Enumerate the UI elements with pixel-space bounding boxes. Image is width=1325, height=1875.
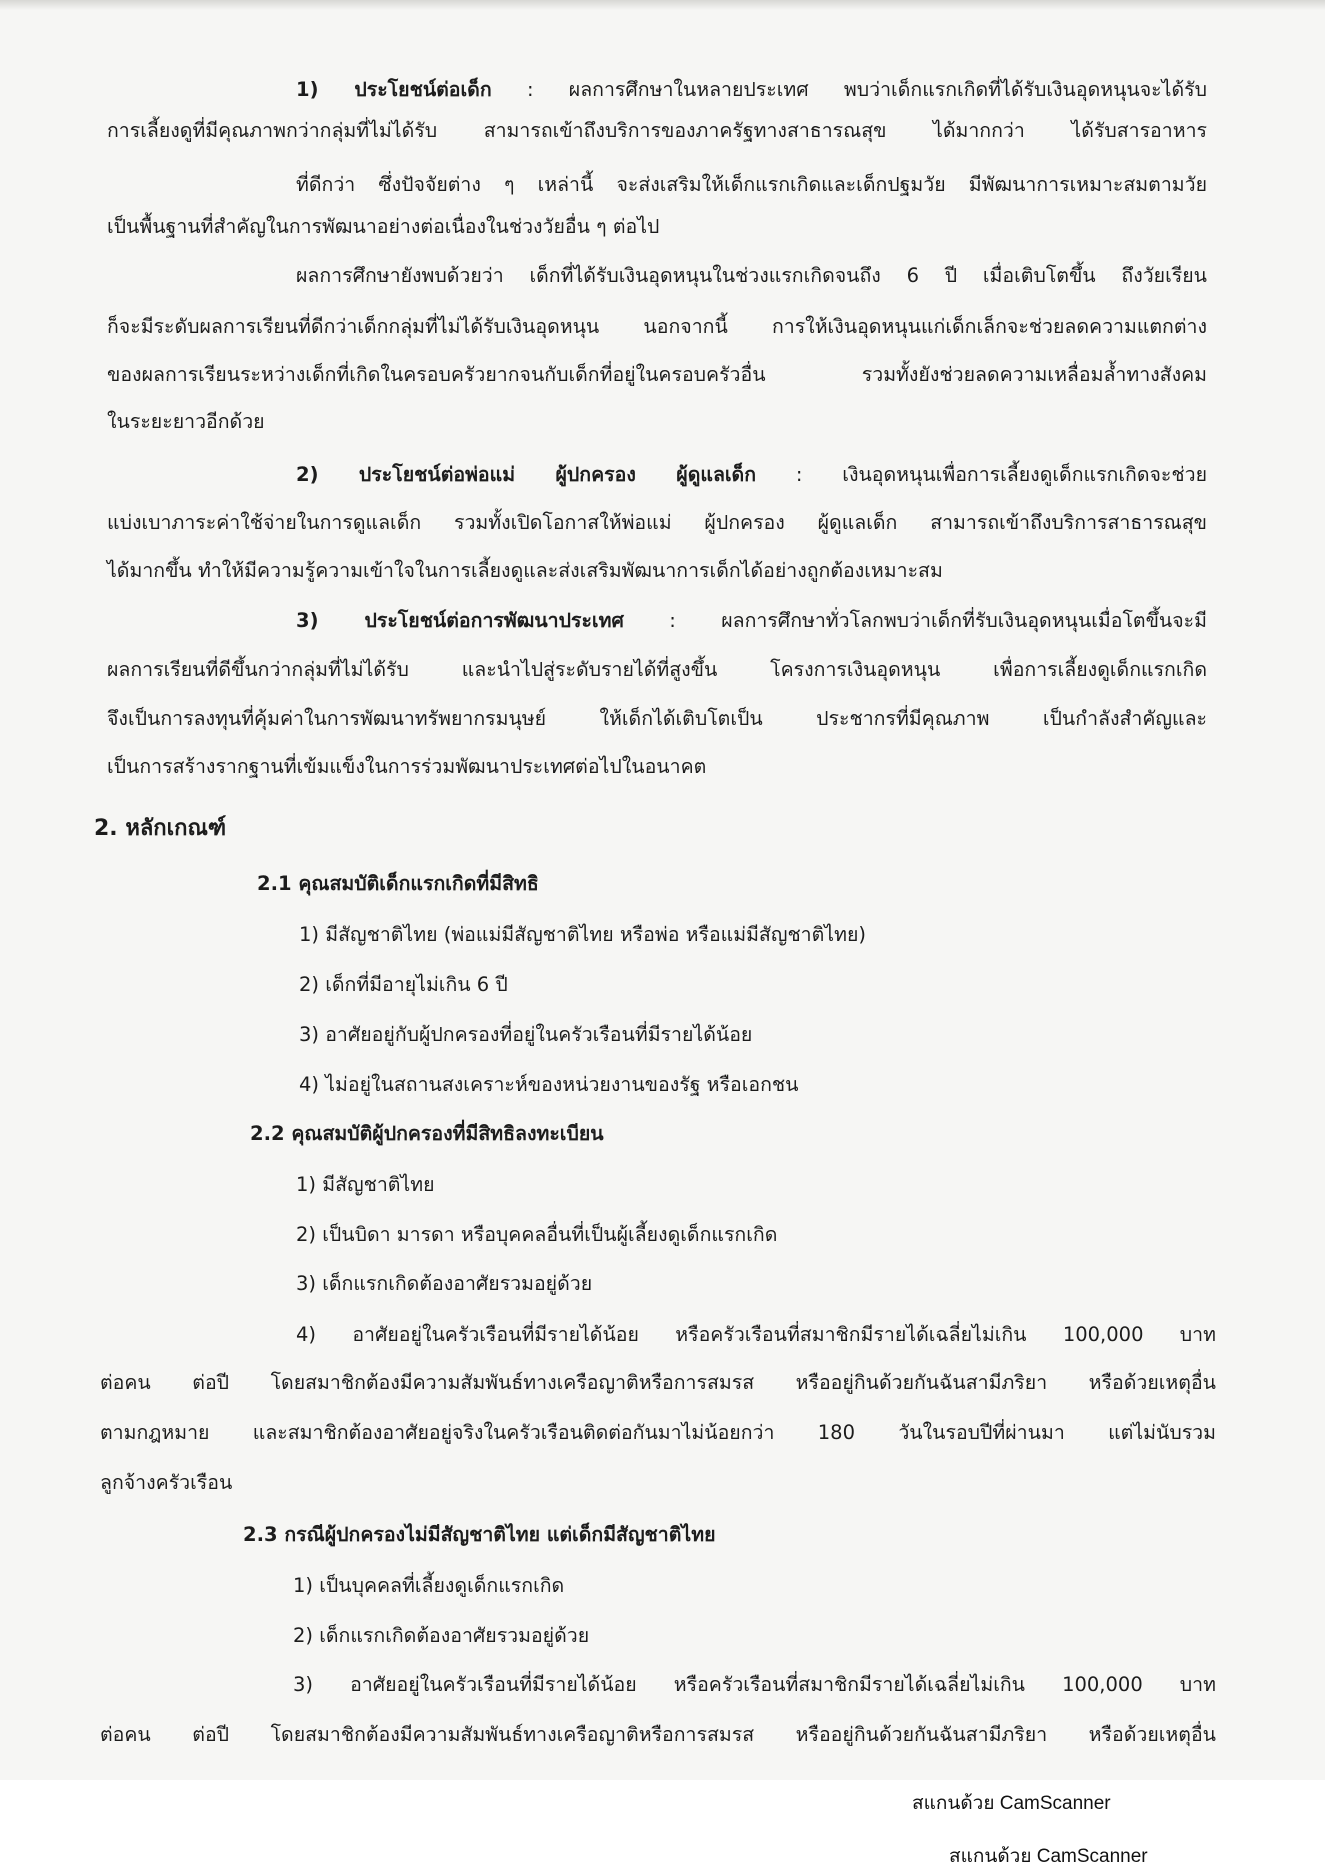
benefit-country-line-4: เป็นการสร้างรากฐานที่เข้มแข็งในการร่วมพัฒนาประเทศต่อไปในอนาคต	[107, 755, 707, 778]
benefit-parents-line-3: ได้มากขึ้น ทำให้มีความรู้ความเข้าใจในการเลี้ยงดูและส่งเสริมพัฒนาการเด็กได้อย่างถูกต้องเหมาะสม	[107, 559, 943, 582]
benefit-child-line-4: เป็นพื้นฐานที่สำคัญในการพัฒนาอย่างต่อเนื่องในช่วงวัยอื่น ๆ ต่อไป	[107, 215, 660, 238]
benefit-country-line-1: 3) ประโยชน์ต่อการพัฒนาประเทศ : ผลการศึกษาทั่วโลกพบว่าเด็กที่รับเงินอุดหนุนเมื่อโตขึ้นจะมี	[296, 609, 1207, 632]
section-2-2-item-4-line-2: ต่อคน ต่อปี โดยสมาชิกต้องมีความสัมพันธ์ทางเครือญาติหรือการสมรส หรืออยู่กินด้วยกันฉันสามีภริยา หรือด้วยเหตุอื่น	[100, 1371, 1216, 1394]
section-2-1-item: 1) มีสัญชาติไทย (พ่อแม่มีสัญชาติไทย หรือพ่อ หรือแม่มีสัญชาติไทย)	[299, 923, 866, 946]
section-2-1-title: 2.1 คุณสมบัติเด็กแรกเกิดที่มีสิทธิ	[257, 872, 539, 895]
section-2-3-item-3-line-2: ต่อคน ต่อปี โดยสมาชิกต้องมีความสัมพันธ์ทางเครือญาติหรือการสมรส หรืออยู่กินด้วยกันฉันสามีภริยา หรือด้วยเหตุอื่น	[100, 1723, 1216, 1746]
section-2-3-item: 2) เด็กแรกเกิดต้องอาศัยรวมอยู่ด้วย	[293, 1624, 590, 1647]
section-2-3-item: 1) เป็นบุคคลที่เลี้ยงดูเด็กแรกเกิด	[293, 1574, 565, 1597]
benefit-child-p2-line-1: ผลการศึกษายังพบด้วยว่า เด็กที่ได้รับเงินอุดหนุนในช่วงแรกเกิดจนถึง 6 ปี เมื่อเติบโตขึ้น ถึงวัยเรียน	[296, 264, 1207, 287]
section-2-2-item: 3) เด็กแรกเกิดต้องอาศัยรวมอยู่ด้วย	[296, 1272, 593, 1295]
camscanner-watermark-inner: สแกนด้วย CamScanner	[912, 1793, 1111, 1814]
section-2-2-item-4-line-1: 4) อาศัยอยู่ในครัวเรือนที่มีรายได้น้อย หรือครัวเรือนที่สมาชิกมีรายได้เฉลี่ยไม่เกิน 100,000 บาท	[296, 1323, 1216, 1346]
section-2-1-item: 2) เด็กที่มีอายุไม่เกิน 6 ปี	[299, 973, 508, 996]
benefit-child-line-2: การเลี้ยงดูที่มีคุณภาพกว่ากลุ่มที่ไม่ได้รับ สามารถเข้าถึงบริการของภาครัฐทางสาธารณสุข ได้มากกว่า ได้รับสารอาหาร	[107, 119, 1207, 142]
benefit-parents-title: 2) ประโยชน์ต่อพ่อแม่ ผู้ปกครอง ผู้ดูแลเด็ก	[296, 463, 757, 486]
section-2-2-item-4-line-3: ตามกฎหมาย และสมาชิกต้องอาศัยอยู่จริงในครัวเรือนติดต่อกันมาไม่น้อยกว่า 180 วันในรอบปีที่ผ่านมา แต่ไม่นับรวม	[100, 1421, 1216, 1444]
benefit-country-line-3: จึงเป็นการลงทุนที่คุ้มค่าในการพัฒนาทรัพยากรมนุษย์ ให้เด็กได้เติบโตเป็น ประชากรที่มีคุณภาพ เป็นกำลังสำคัญและ	[107, 707, 1207, 730]
benefit-child-line-3: ที่ดีกว่า ซึ่งปัจจัยต่าง ๆ เหล่านี้ จะส่งเสริมให้เด็กแรกเกิดและเด็กปฐมวัย มีพัฒนาการเหมาะสมตามวัย	[296, 173, 1207, 196]
benefit-country-title: 3) ประโยชน์ต่อการพัฒนาประเทศ	[296, 609, 624, 632]
section-2-3-title: 2.3 กรณีผู้ปกครองไม่มีสัญชาติไทย แต่เด็กมีสัญชาติไทย	[243, 1523, 716, 1546]
section-2-2-item: 2) เป็นบิดา มารดา หรือบุคคลอื่นที่เป็นผู้เลี้ยงดูเด็กแรกเกิด	[296, 1223, 778, 1246]
section-2-3-item-3-line-1: 3) อาศัยอยู่ในครัวเรือนที่มีรายได้น้อย หรือครัวเรือนที่สมาชิกมีรายได้เฉลี่ยไม่เกิน 100,000 บาท	[293, 1673, 1216, 1696]
camscanner-watermark-outer: สแกนด้วย CamScanner	[949, 1846, 1148, 1867]
section-2-2-item-4-line-4: ลูกจ้างครัวเรือน	[100, 1471, 233, 1494]
benefit-country-line-2: ผลการเรียนที่ดีขึ้นกว่ากลุ่มที่ไม่ได้รับ และนำไปสู่ระดับรายได้ที่สูงขึ้น โครงการเงินอุดหนุน เพื่อการเลี้ยงดูเด็กแรกเกิด	[107, 658, 1207, 681]
section-2-2-title: 2.2 คุณสมบัติผู้ปกครองที่มีสิทธิลงทะเบียน	[250, 1122, 604, 1145]
section-2-1-item: 3) อาศัยอยู่กับผู้ปกครองที่อยู่ในครัวเรือนที่มีรายได้น้อย	[299, 1023, 753, 1046]
criteria-heading: 2. หลักเกณฑ์	[94, 816, 227, 841]
benefit-child-p2-line-4: ในระยะยาวอีกด้วย	[107, 410, 265, 433]
benefit-child-title: 1) ประโยชน์ต่อเด็ก	[296, 78, 492, 101]
benefit-child-line-1: 1) ประโยชน์ต่อเด็ก : ผลการศึกษาในหลายประเทศ พบว่าเด็กแรกเกิดที่ได้รับเงินอุดหนุนจะได้รับ	[296, 78, 1207, 101]
benefit-parents-line-2: แบ่งเบาภาระค่าใช้จ่ายในการดูแลเด็ก รวมทั้งเปิดโอกาสให้พ่อแม่ ผู้ปกครอง ผู้ดูแลเด็ก สามารถเข้าถึงบริการสาธารณสุข	[107, 511, 1207, 534]
section-2-1-item: 4) ไม่อยู่ในสถานสงเคราะห์ของหน่วยงานของรัฐ หรือเอกชน	[299, 1073, 799, 1096]
benefit-child-p2-line-2: ก็จะมีระดับผลการเรียนที่ดีกว่าเด็กกลุ่มที่ไม่ได้รับเงินอุดหนุน นอกจากนี้ การให้เงินอุดหนุนแก่เด็กเล็กจะช่วยลดความแตกต่าง	[107, 315, 1207, 338]
benefit-child-p2-line-3: ของผลการเรียนระหว่างเด็กที่เกิดในครอบครัวยากจนกับเด็กที่อยู่ในครอบครัวอื่น รวมทั้งยังช่วยลดความเหลื่อมล้ำทางสังคม	[107, 363, 1207, 386]
benefit-parents-line-1: 2) ประโยชน์ต่อพ่อแม่ ผู้ปกครอง ผู้ดูแลเด็ก : เงินอุดหนุนเพื่อการเลี้ยงดูเด็กแรกเกิดจะช่วย	[296, 463, 1207, 486]
section-2-2-item: 1) มีสัญชาติไทย	[296, 1173, 435, 1196]
